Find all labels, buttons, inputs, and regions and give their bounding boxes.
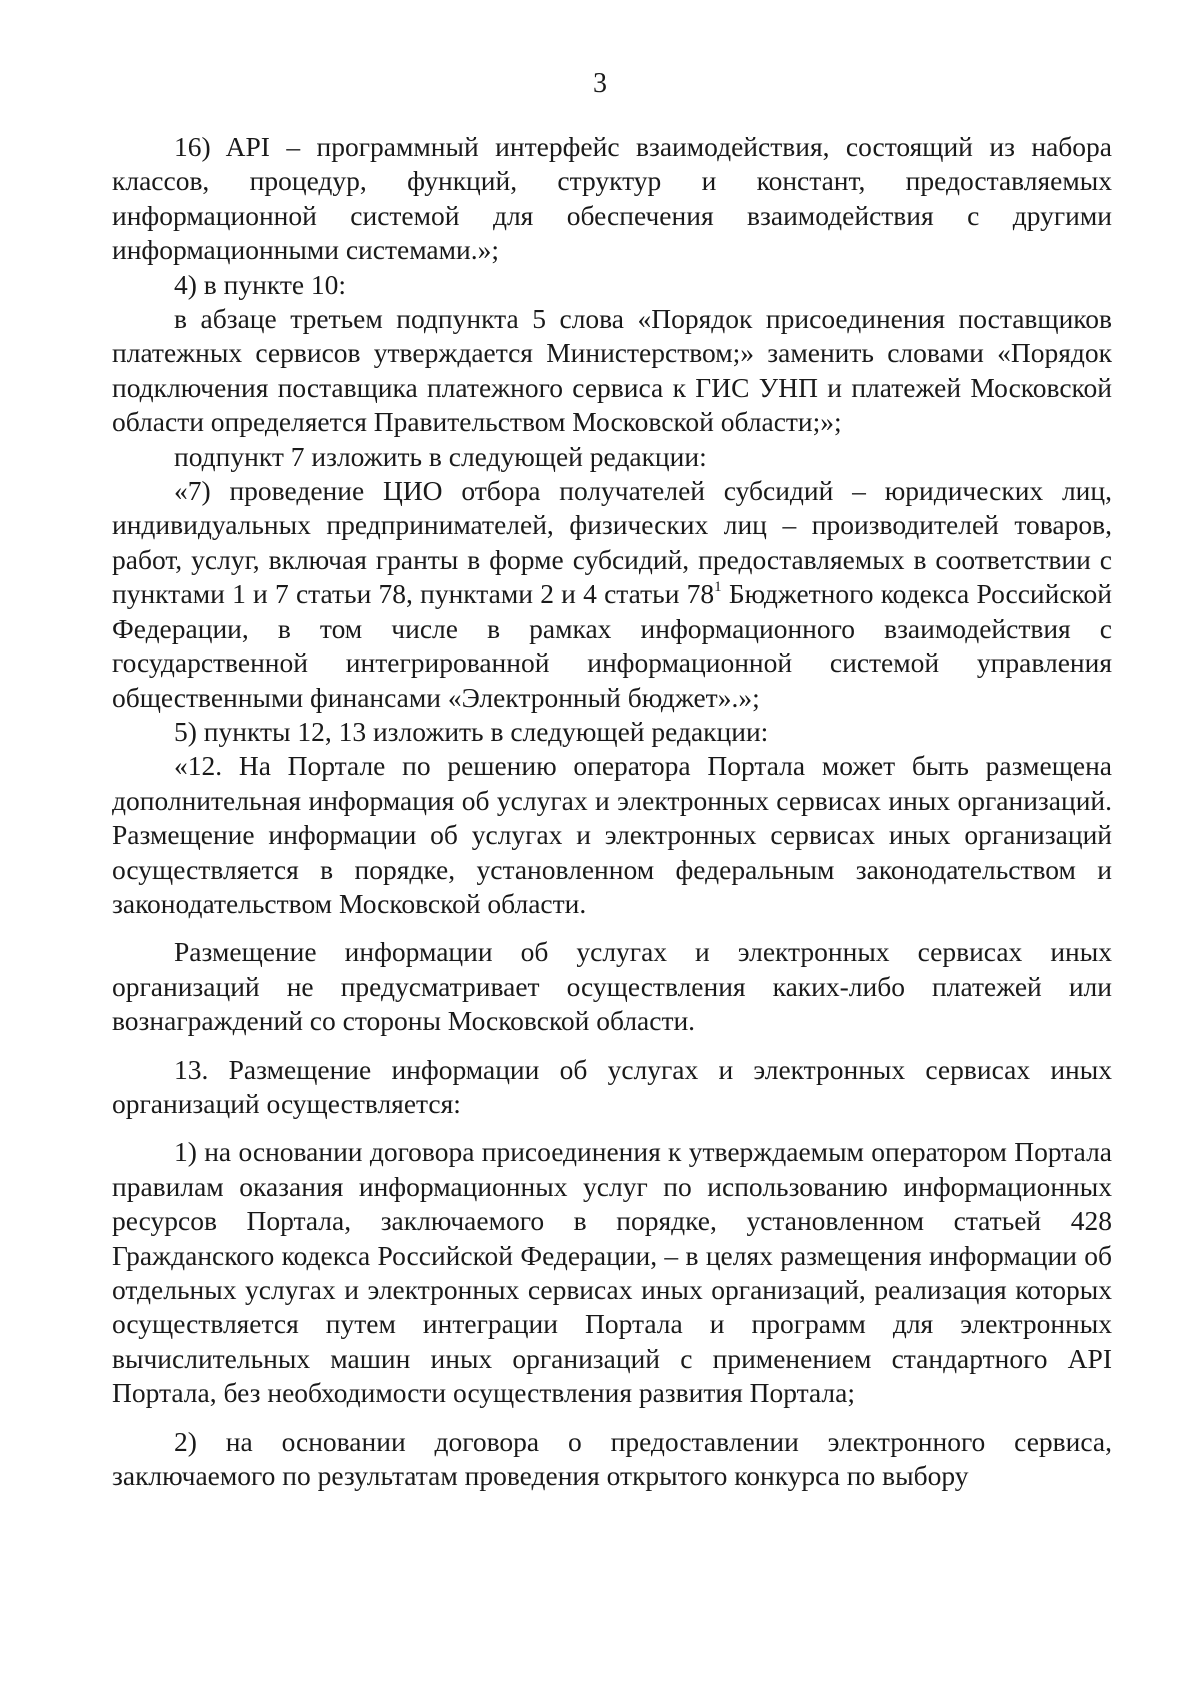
paragraph-point-12-placement: Размещение информации об услугах и электронных сервисах иных организаций не предусматривает осуществления каких-либо платежей или вознаграждений со стороны Московской области. bbox=[112, 936, 1112, 1037]
paragraph-subitem-5-amendment: в абзаце третьем подпункта 5 слова «Порядок присоединения поставщиков платежных сервисов утверждается Министерством;» заменить словами «Порядок подключения поставщика платежного сервиса к ГИС УНП и платежей Московской области определяется Правительством Московской области;»; bbox=[112, 303, 1112, 438]
paragraph-point-13-sub-1: 1) на основании договора присоединения к утверждаемым оператором Портала правилам оказания информационных услуг по использованию информационных ресурсов Портала, заключаемого в порядке, установленном статьей 428 Гражданского кодекса Российской Федерации, – в целях размещения информации об отдельных услугах и электронных сервисах иных организаций, реализация которых осуществляется путем интеграции Портала и программ для электронных вычислительных машин иных организаций с применением стандартного API Портала, без необходимости осуществления развития Портала; bbox=[112, 1136, 1112, 1409]
paragraph-point-13-sub-2: 2) на основании договора о предоставлении электронного сервиса, заключаемого по результатам проведения открытого конкурса по выбору bbox=[112, 1425, 1112, 1492]
article-superscript: 1 bbox=[714, 579, 722, 596]
paragraph-item-4: 4) в пункте 10: bbox=[174, 268, 347, 300]
paragraph-item-5: 5) пункты 12, 13 изложить в следующей редакции: bbox=[174, 715, 769, 747]
document-body bbox=[112, 130, 1112, 1493]
paragraph-point-13: 13. Размещение информации об услугах и электронных сервисах иных организаций осуществляется: bbox=[112, 1053, 1112, 1119]
page-number: 3 bbox=[593, 68, 607, 99]
paragraph-subitem-7-text bbox=[112, 474, 1112, 715]
paragraph-api-definition: 16) API – программный интерфейс взаимодействия, состоящий из набора классов, процедур, функций, структур и констант, предоставляемых информационной системой для обеспечения взаимодействия с другими информационными системами.»; bbox=[112, 131, 1112, 266]
paragraph-subitem-7-intro: подпункт 7 изложить в следующей редакции: bbox=[174, 440, 707, 472]
paragraph-point-12: «12. На Портале по решению оператора Портала может быть размещена дополнительная информация об услугах и электронных сервисах иных организаций. Размещение информации об услугах и электронных сервисах иных организаций осуществляется в порядке, установленном федеральным законодательством и законодательством Московской области. bbox=[112, 750, 1112, 919]
paragraph-subitem-7-text-start: «7) проведение ЦИО отбора получателей субсидий – юридических лиц, индивидуальных предпринимателей, физических лиц – производителей товаров, работ, услуг, включая гранты в форме субсидий, предоставляемых в соответствии с пунктами 1 и 7 статьи 78, пунктами 2 и 4 статьи 78 bbox=[112, 475, 1112, 610]
paragraph-subitem-7-text-end: Бюджетного кодекса Российской Федерации, в том числе в рамках информационного взаимодействия с государственной интегрированной информационной системой управления общественными финансами «Электронный бюджет».»; bbox=[112, 578, 1112, 713]
